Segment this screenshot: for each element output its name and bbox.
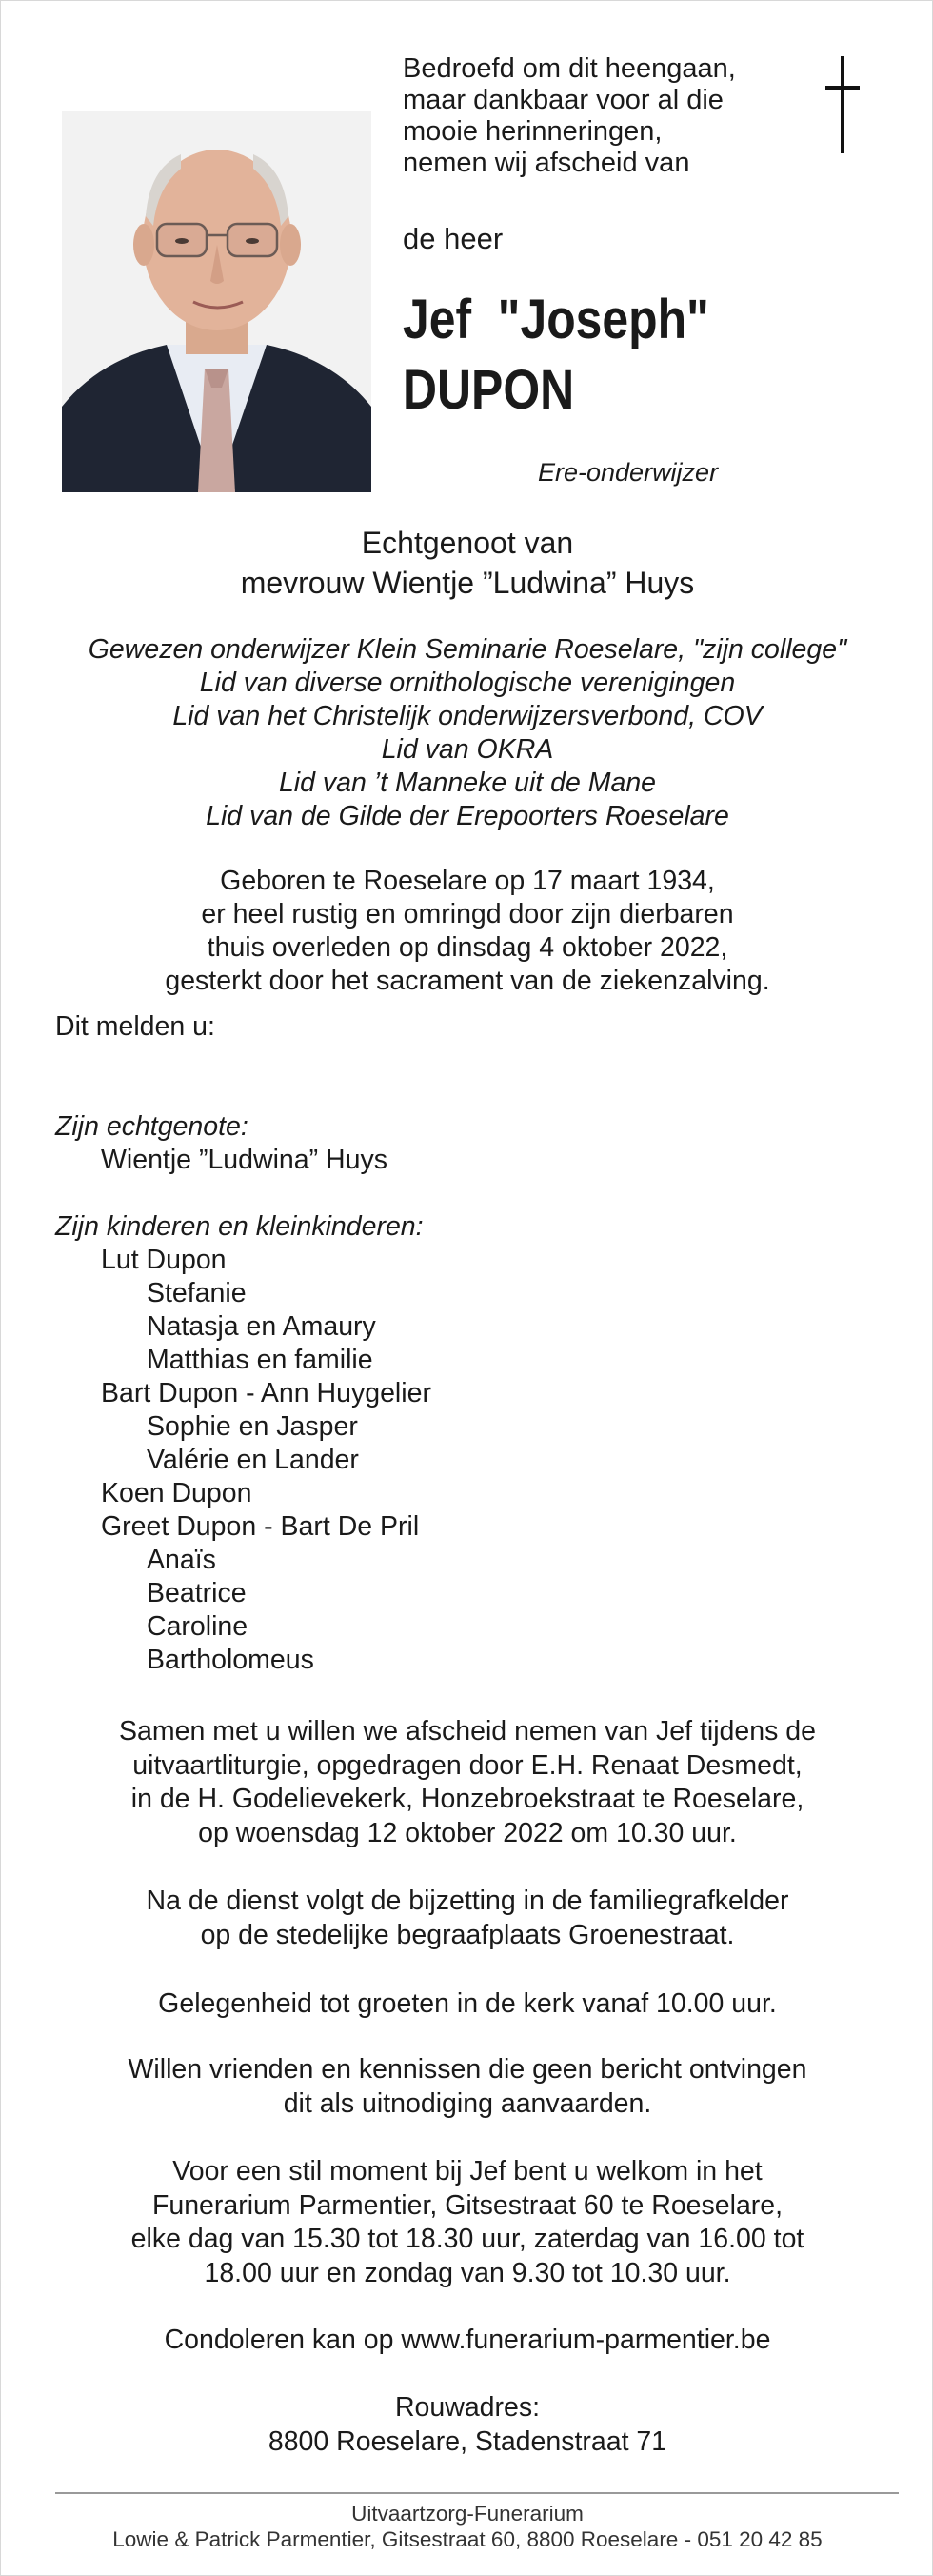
condolence-text: Condoleren kan op www.funerarium-parmentier.be [164,2325,771,2355]
grandchild-entry: Bartholomeus [147,1645,314,1675]
footer-divider [55,2492,899,2494]
burial-line: op de stedelijke begraafplaats Groenestraat. [200,1919,735,1950]
ceremony-line: Samen met u willen we afscheid nemen van Jef tijdens de [119,1716,816,1747]
deceased-name-line2: DUPON [403,359,575,421]
portrait-photo [62,111,371,492]
grandchild-entry: Sophie en Jasper [147,1411,358,1442]
mourning-address [1,2391,933,2459]
greeting-text: Gelegenheid tot groeten in de kerk vanaf 10.00 uur. [158,1988,777,2019]
invite-line: dit als uitnodiging aanvaarden. [283,2087,652,2119]
child-entry: Bart Dupon - Ann Huygelier [101,1378,431,1408]
visit-line: elke dag van 15.30 tot 18.30 uur, zaterdag van 16.00 tot [130,2224,804,2254]
footer-line2: Lowie & Patrick Parmentier, Gitsestraat 60, 8800 Roeselare - 051 20 42 85 [112,2527,823,2551]
intro-line: maar dankbaar voor al die [403,85,724,115]
function-item: Lid van het Christelijk onderwijzersverbond, COV [172,701,763,731]
visit-line: Funerarium Parmentier, Gitsestraat 60 te Roeselare, [151,2189,784,2221]
invitation-paragraph [1,2053,933,2121]
family-list [55,1244,431,1677]
burial-line: Na de dienst volgt de bijzetting in de familiegrafkelder [146,1886,789,1916]
address-value: 8800 Roeselare, Stadenstraat 71 [268,2426,667,2457]
function-item: Lid van OKRA [381,734,554,765]
spouse-full-name: mevrouw Wientje ”Ludwina” Huys [240,566,695,600]
child-entry: Koen Dupon [101,1478,252,1508]
grandchild-entry: Beatrice [147,1578,247,1608]
burial-paragraph [1,1885,933,1952]
function-item: Lid van de Gilde der Erepoorters Roeselare [206,801,729,831]
intro-text [403,53,803,179]
honorific-title: Ere-onderwijzer [538,458,719,487]
intro-line: mooie herinneringen, [403,116,663,147]
child-entry: Lut Dupon [101,1245,227,1275]
intro-line: nemen wij afscheid van [403,148,690,178]
salutation: de heer [403,222,504,255]
deceased-name-line1: Jef "Joseph" [403,289,709,350]
child-entry: Greet Dupon - Bart De Pril [101,1511,420,1542]
birth-line: Geboren te Roeselare op 17 maart 1934, [220,866,715,896]
portrait-image [62,111,371,492]
children-label: Zijn kinderen en kleinkinderen: [55,1211,424,1242]
spouse-label: Zijn echtgenote: [55,1111,248,1142]
spouse-name: Wientje ”Ludwina” Huys [101,1145,387,1175]
grandchild-entry: Matthias en familie [147,1345,373,1375]
announce-text: Dit melden u: [55,1011,215,1042]
birth-line: er heel rustig en omringd door zijn dierbaren [201,899,734,929]
birth-death-paragraph [1,865,933,998]
function-item: Lid van diverse ornithologische verenigingen [199,668,736,698]
deceased-name [403,285,709,426]
ceremony-paragraph [1,1715,933,1850]
visit-paragraph [1,2155,933,2290]
ceremony-line: uitvaartliturgie, opgedragen door E.H. Renaat Desmedt, [132,1749,803,1781]
family-section [55,1210,431,1677]
visit-line: Voor een stil moment bij Jef bent u welkom in het [172,2156,763,2187]
ceremony-line: in de H. Godelievekerk, Honzebroekstraat te Roeselare, [130,1784,804,1814]
grandchild-entry: Valérie en Lander [147,1445,359,1475]
invite-line: Willen vrienden en kennissen die geen bericht ontvingen [128,2054,807,2085]
footer-line1: Uitvaartzorg-Funerarium [351,2502,584,2526]
grandchild-entry: Stefanie [147,1278,247,1308]
birth-line: gesterkt door het sacrament van de ziekenzalving. [165,966,770,996]
intro-line: Bedroefd om dit heengaan, [403,53,736,84]
address-label: Rouwadres: [394,2392,541,2423]
cross-icon [825,56,860,153]
spouse-section [55,1110,387,1177]
grandchild-entry: Caroline [147,1611,248,1642]
spouse-heading: Echtgenoot van [361,526,574,560]
grandchild-entry: Natasja en Amaury [147,1311,376,1342]
funeral-home-footer [1,2501,933,2552]
birth-line: thuis overleden op dinsdag 4 oktober 2022, [207,932,728,963]
visit-line: 18.00 uur en zondag van 9.30 tot 10.30 uur. [204,2257,731,2288]
functions-list [1,633,933,833]
grandchild-entry: Anaïs [147,1545,216,1575]
spouse-block [1,523,933,603]
function-item: Lid van ’t Manneke uit de Mane [278,768,657,798]
ceremony-line: op woensdag 12 oktober 2022 om 10.30 uur. [198,1817,737,1848]
function-item: Gewezen onderwijzer Klein Seminarie Roeselare, "zijn college" [88,634,847,665]
